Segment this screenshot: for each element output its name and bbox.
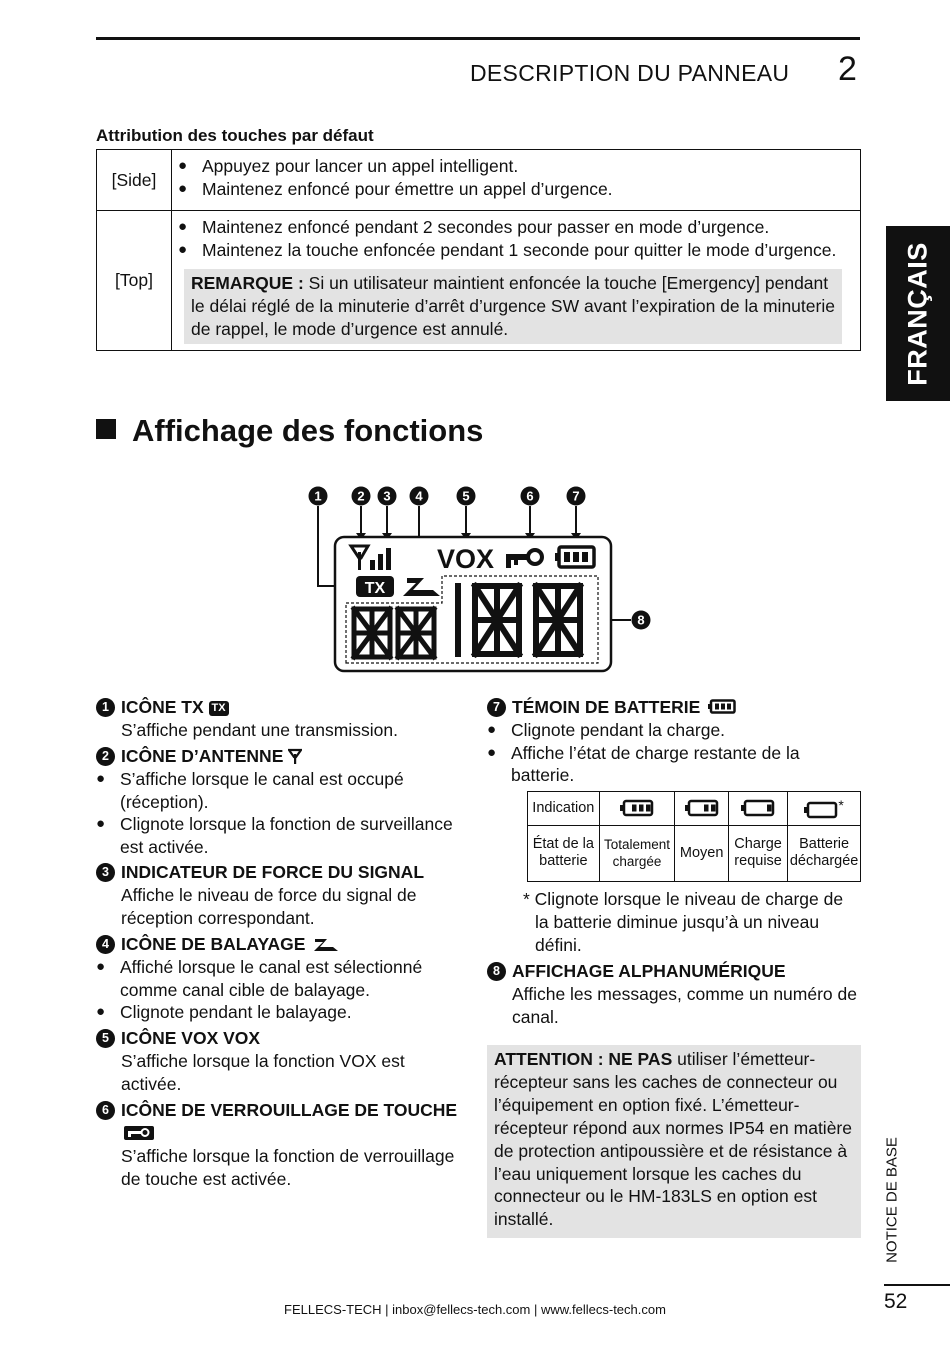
- table-row: [528, 825, 861, 881]
- scan-icon: [314, 938, 340, 952]
- table-cell: Batterie déchargée: [788, 825, 861, 881]
- item-heading: [487, 696, 861, 719]
- item-title: ICÔNE DE BALAYAGE: [121, 934, 306, 954]
- table-header: État de la batterie: [528, 825, 600, 881]
- tx-icon: TX: [209, 701, 229, 716]
- battery-level-cell: [788, 791, 861, 825]
- item-body: S’affiche lorsque la fonction VOX est activée.: [121, 1050, 405, 1094]
- page-rule: [884, 1284, 950, 1286]
- callout-5: [457, 487, 476, 506]
- svg-text:4: 4: [415, 488, 423, 504]
- number-badge: 3: [96, 863, 115, 882]
- battery-level-icon: [804, 801, 838, 819]
- chapter-title: DESCRIPTION DU PANNEAU: [470, 60, 790, 86]
- tx-icon-label: TX: [364, 580, 386, 597]
- attention-box: [487, 1045, 861, 1238]
- table-header: Indication: [528, 791, 600, 825]
- battery-bar: [711, 805, 716, 812]
- battery-level-cell: [728, 791, 787, 825]
- language-tab: [886, 226, 950, 401]
- svg-text:7: 7: [572, 488, 580, 504]
- side-notice: [878, 1130, 906, 1270]
- battery-bar: [646, 805, 651, 812]
- list-item: ● Clignote lorsque la fonction de surveillance est activée.: [96, 813, 468, 858]
- list-item: ● Maintenez enfoncé pour émettre un appel d’urgence.: [178, 178, 854, 201]
- item-bullets: [96, 768, 468, 858]
- segment-digit: [536, 586, 580, 654]
- callout-8: [632, 611, 651, 630]
- callout-3: [378, 487, 397, 506]
- item-heading: [487, 960, 861, 983]
- callout-7: [567, 487, 586, 506]
- attention-text: utiliser l’émetteur-récepteur sans les caches de connecteur ou l’équipement en option fixé. L’émetteur-récepteur répond aux normes IP54 en matière de protection antipoussière et de résistance à l’eau uniquement lorsque les caches du connecteur ou le HM-183LS en option est installé.: [494, 1049, 852, 1230]
- item-heading: [96, 1099, 468, 1145]
- vox-icon: VOX: [437, 544, 495, 574]
- number-badge: 4: [96, 935, 115, 954]
- number-badge: 6: [96, 1101, 115, 1120]
- number-badge: 2: [96, 747, 115, 766]
- page-number: 52: [884, 1290, 908, 1313]
- svg-text:5: 5: [462, 488, 470, 504]
- item-heading: [96, 861, 468, 884]
- battery-level-icon: [620, 799, 654, 817]
- item-body: S’affiche pendant une transmission.: [121, 720, 398, 740]
- list-item: ● Affiché lorsque le canal est sélectionné comme canal cible de balayage.: [96, 956, 468, 1001]
- list-item: ● Appuyez pour lancer un appel intelligent.: [178, 155, 854, 178]
- item-title: ICÔNE VOX VOX: [121, 1027, 261, 1048]
- item-body: Affiche les messages, comme un numéro de canal.: [512, 983, 857, 1027]
- table-cell: Totalement chargée: [599, 825, 675, 881]
- remark-note: [184, 269, 842, 344]
- item-title: ICÔNE TX: [121, 697, 204, 717]
- battery-bar: [767, 805, 772, 812]
- battery-level-icon: [741, 799, 775, 817]
- remark-text: Si un utilisateur maintient enfoncée la touche [Emergency] pendant le délai réglé de la minuterie d’arrêt d’urgence SW avant l’expiration de la minuterie de rappel, le mode d’urgence est annulé.: [191, 273, 835, 339]
- table-row: [97, 211, 861, 351]
- svg-text:1: 1: [314, 488, 322, 504]
- callout-1: [309, 487, 328, 506]
- language-tab-label: FRANÇAIS: [902, 241, 933, 386]
- item-title: AFFICHAGE ALPHANUMÉRIQUE: [512, 960, 786, 981]
- battery-footnote: * Clignote lorsque le niveau de charge de la batterie diminue jusqu’à un niveau défini.: [523, 888, 844, 955]
- svg-text:6: 6: [526, 488, 534, 504]
- svg-text:2: 2: [357, 488, 365, 504]
- left-column: [96, 696, 468, 1191]
- number-badge: 1: [96, 698, 115, 717]
- attention-label: ATTENTION : NE PAS: [494, 1049, 673, 1069]
- item-title: ICÔNE DE VERROUILLAGE DE TOUCHE: [121, 1099, 458, 1120]
- side-notice-label: NOTICE DE BASE: [883, 1137, 901, 1263]
- lcd-diagram: [300, 482, 660, 678]
- item-title: ICÔNE D’ANTENNE: [121, 746, 284, 766]
- key-lock-icon: [124, 1126, 154, 1140]
- header-rule: [96, 37, 860, 40]
- section-title: [96, 413, 483, 449]
- list-item: ● Clignote pendant la charge.: [487, 719, 861, 742]
- table-row: [97, 150, 861, 211]
- number-badge: 8: [487, 962, 506, 981]
- item-title: INDICATEUR DE FORCE DU SIGNAL: [121, 862, 425, 882]
- svg-text:8: 8: [637, 612, 645, 628]
- item-heading: [96, 933, 468, 956]
- callout-4: [410, 487, 429, 506]
- key-description: [172, 211, 861, 351]
- battery-icon: [708, 699, 736, 714]
- list-item: ● Clignote pendant le balayage.: [96, 1001, 468, 1024]
- battery-level-cell: [675, 791, 729, 825]
- list-item: ● Maintenez la touche enfoncée pendant 1 seconde pour quitter le mode d’urgence.: [178, 239, 854, 262]
- footer: FELLECS-TECH | inbox@fellecs-tech.com | www.fellecs-tech.com: [284, 1302, 666, 1317]
- number-badge: 5: [96, 1029, 115, 1048]
- list-item: ● S’affiche lorsque le canal est occupé (réception).: [96, 768, 468, 813]
- remark-label: REMARQUE :: [191, 273, 304, 293]
- key-label: [Side]: [97, 150, 172, 211]
- table-row: [528, 791, 861, 825]
- segment-digit: [398, 609, 434, 657]
- callout-6: [521, 487, 540, 506]
- table-cell: Charge requise: [728, 825, 787, 881]
- keys-title: Attribution des touches par défaut: [96, 126, 374, 145]
- battery-bar: [639, 805, 644, 812]
- battery-table: [527, 791, 861, 882]
- list-item: ● Affiche l’état de charge restante de la batterie.: [487, 742, 861, 787]
- svg-text:3: 3: [383, 488, 391, 504]
- right-column: [487, 696, 861, 1029]
- item-heading: [96, 696, 468, 719]
- item-body: Affiche le niveau de force du signal de réception correspondant.: [121, 885, 417, 928]
- battery-bar: [632, 805, 637, 812]
- square-bullet-icon: [96, 419, 116, 439]
- battery-level-icon: [685, 799, 719, 817]
- item-heading: [96, 1027, 468, 1050]
- section-title-text: Affichage des fonctions: [132, 413, 484, 448]
- battery-asterisk: *: [838, 796, 844, 813]
- battery-bar: [704, 805, 709, 812]
- item-bullets: [96, 956, 468, 1024]
- chapter-number: 2: [838, 50, 857, 88]
- key-description: [172, 150, 861, 211]
- item-bullets: [487, 719, 861, 787]
- antenna-icon: [288, 748, 302, 764]
- item-title: TÉMOIN DE BATTERIE: [512, 697, 701, 717]
- battery-level-cell: [599, 791, 675, 825]
- number-badge: 7: [487, 698, 506, 717]
- segment-digit: [475, 586, 519, 654]
- key-assignment-table: [96, 149, 861, 351]
- item-body: S’affiche lorsque la fonction de verrouillage de touche est activée.: [121, 1145, 455, 1189]
- segment-digit: [354, 609, 390, 657]
- table-cell: Moyen: [675, 825, 729, 881]
- item-heading: [96, 745, 468, 768]
- key-label: [Top]: [97, 211, 172, 351]
- callout-2: [352, 487, 371, 506]
- list-item: ● Maintenez enfoncé pendant 2 secondes pour passer en mode d’urgence.: [178, 216, 854, 239]
